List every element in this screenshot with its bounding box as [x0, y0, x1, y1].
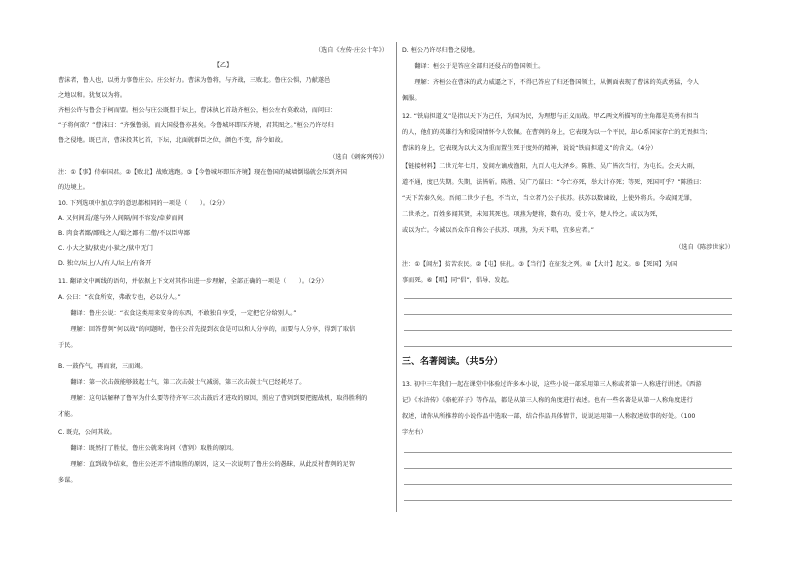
answer-line[interactable]	[404, 452, 732, 453]
answer-line[interactable]	[404, 298, 732, 299]
q11-line: 翻译：第一次击鼓能够鼓起士气，第二次击鼓士气减弱，第三次击鼓士气已经耗尽了。	[58, 379, 306, 386]
q10-option-d: D. 独立/坛上/人/有人/坛上/有备开	[58, 260, 152, 267]
question-12-line: 曹沫的身上，它表现为以大义为重而置生死于度外的精神，说说“铁肩担道义”的含义。（4分）	[402, 145, 657, 152]
question-12: 12. “铁肩担道义”是指以天下为己任，为国为民，为理想与正义而战。甲乙两文所描写的主角都是英勇有担当	[402, 113, 699, 120]
q11-line: 翻译：桓公于是答应全部归还侵占的鲁国领土。	[402, 63, 545, 70]
source-citation-chenshe: （选自《陈涉世家》）	[675, 244, 734, 251]
link-material-line: 道不通，度已失期。失期，法皆斩。陈胜、吴广乃谋曰：“今亡亦死，举大计亦死；等死，死国可乎？”陈胜曰：	[402, 179, 706, 186]
answer-line[interactable]	[404, 468, 732, 469]
passage-yi-heading: 【乙】	[213, 62, 233, 69]
q11-line: 多谋。	[58, 477, 77, 484]
q11-line: 理解：回答曹刿“何以战”的问题时，鲁庄公首先提到衣食是可以和人分享的，而要与人分享，得到了取信	[58, 326, 356, 333]
q11-line: 佩服。	[402, 95, 421, 102]
answer-line[interactable]	[404, 330, 732, 331]
passage-line: 曹沫者，鲁人也，以勇力事鲁庄公。庄公好力。曹沫为鲁将，与齐战，三败北。鲁庄公惧，乃献遂邑	[58, 77, 331, 84]
answer-line[interactable]	[404, 500, 732, 501]
passage-line: 之地以和。犹复以为将。	[58, 92, 127, 99]
question-13-line: 字左右）	[402, 429, 427, 436]
q11-option-d: D. 桓公乃许尽归鲁之侵地。	[402, 47, 479, 54]
question-13-line: 记》《水浒传》《骆驼祥子》等作品，都是从第三人称的角度进行表述。也有一些名著是从第一人称角度进行	[402, 397, 693, 404]
answer-line[interactable]	[404, 346, 732, 347]
link-material-line: “天下苦秦久矣。吾闻二世少子也，不当立，当立者乃公子扶苏。扶苏以数谏故，上使外将兵。今或闻无罪，	[402, 195, 697, 202]
q10-option-b: B. 肉食者鄙/鄙贱之人/蜀之鄙有二僧/不以臣卑鄙	[58, 230, 190, 237]
passage-line: “子将何欲？”曹沫曰：“齐强鲁弱，而大国侵鲁亦甚矣。今鲁城坏即压齐境，君其图之。”桓公乃许尽归	[58, 122, 334, 129]
note-line: 注：①【闾左】贫苦农民。②【屯】驻扎。③【当行】在征发之列。④【大计】起义。⑤【死国】为国	[402, 261, 678, 268]
q11-line: 才能。	[58, 411, 77, 418]
question-13-line: 叙述，请你从所推荐的小说作品中选取一部，结合作品具体情节，说说运用第一人称叙述故事的好处。（100	[402, 413, 696, 420]
source-citation-zuozhuan: （选自《左传·庄公十年》）	[314, 47, 388, 54]
link-material-line: 或以为亡。今诚以吾众诈自称公子扶苏、项燕，为天下唱，宜多应者。”	[402, 227, 594, 234]
answer-line[interactable]	[404, 484, 732, 485]
right-column	[402, 0, 734, 562]
q11-line: 理解：直到战争结束，鲁庄公还弄不清取胜的原因，这又一次说明了鲁庄公的愚昧，从此反衬曹刿的足智	[58, 461, 355, 468]
q10-option-c: C. 小大之狱/狱吏/小狱之/狱中无门	[58, 245, 153, 252]
question-12-line: 的人，他们的英雄行为和爱国情怀令人钦佩。在曹刿的身上，它表现为以一个平民，却心系国家存亡的无畏担当；	[402, 129, 712, 136]
note-line: 事而死。⑥【唱】同“倡”，倡导、发起。	[402, 277, 513, 284]
question-13: 13. 初中三年我们一起在课堂中体验过许多本小说，这些小说一部采用第三人称或者第一人称进行讲述。《西游	[402, 381, 702, 388]
passage-line: 齐桓公许与鲁会于柯而盟。桓公与庄公既盟于坛上，曹沫执匕首劫齐桓公，桓公左右莫敢动，而问曰：	[58, 107, 337, 114]
q11-line: 翻译：既然打了胜仗，鲁庄公就来询问（曹刿）取胜的原因。	[58, 445, 238, 452]
link-material-line: 二世杀之。百姓多闻其贤，未知其死也。项燕为楚将，数有功，爱士卒，楚人怜之。或以为死，	[402, 211, 662, 218]
answer-line[interactable]	[404, 314, 732, 315]
q11-line: A. 公曰：“衣食所安，弗敢专也，必以分人。”	[58, 294, 181, 301]
left-column	[58, 0, 388, 562]
passage-line: 鲁之侵地。既已言，曹沫投其匕首，下坛，北面就群臣之位，颜色不变，辞令如故。	[58, 137, 287, 144]
q11-line: B. 一鼓作气，再而衰，三而竭。	[58, 363, 147, 370]
question-11: 11. 翻译文中画线的语句，并依据上下文对其作出进一步理解，全部正确的一项是（ ）。（2分）	[58, 278, 328, 285]
note-line: 的边境上。	[58, 184, 89, 191]
q11-line: 于民。	[58, 342, 77, 349]
note-line: 注：①【事】侍奉国君。②【败北】战败逃跑。③【今鲁城坏即压齐境】现在鲁国的城墙倒塌就会压到齐国	[58, 169, 347, 176]
column-divider	[396, 42, 397, 512]
q11-line: C. 既克，公问其故。	[58, 429, 116, 436]
q10-option-a: A. 又何间焉/遂与外人间隔/间不容发/牵萝而间	[58, 215, 184, 222]
section-3-heading: 三、名著阅读。（共5分）	[402, 357, 503, 367]
source-citation-cike: （选自《刺客列传》）	[329, 154, 388, 161]
q11-line: 翻译：鲁庄公说：“衣食这类用来安身的东西，不敢独自享受，一定把它分给别人。”	[58, 310, 297, 317]
link-material-line: 【链接材料】二世元年七月，发闾左谪戍渔阳，九百人屯大泽乡。陈胜、吴广皆次当行，为屯长。会天大雨，	[402, 163, 699, 170]
q11-line: 理解：这句话解释了鲁军为什么要等待齐军三次击鼓后才进攻的原因，照应了曹刿到要把握战机，取得胜利的	[58, 395, 368, 402]
question-10: 10. 下列选项中加点字的意思都相同的一项是（ ）。（2分）	[58, 200, 229, 207]
q11-line: 理解：齐桓公在曹沫的武力威逼之下，不得已答应了归还鲁国领土，从侧面表现了曹沫的英武勇猛，令人	[402, 79, 699, 86]
